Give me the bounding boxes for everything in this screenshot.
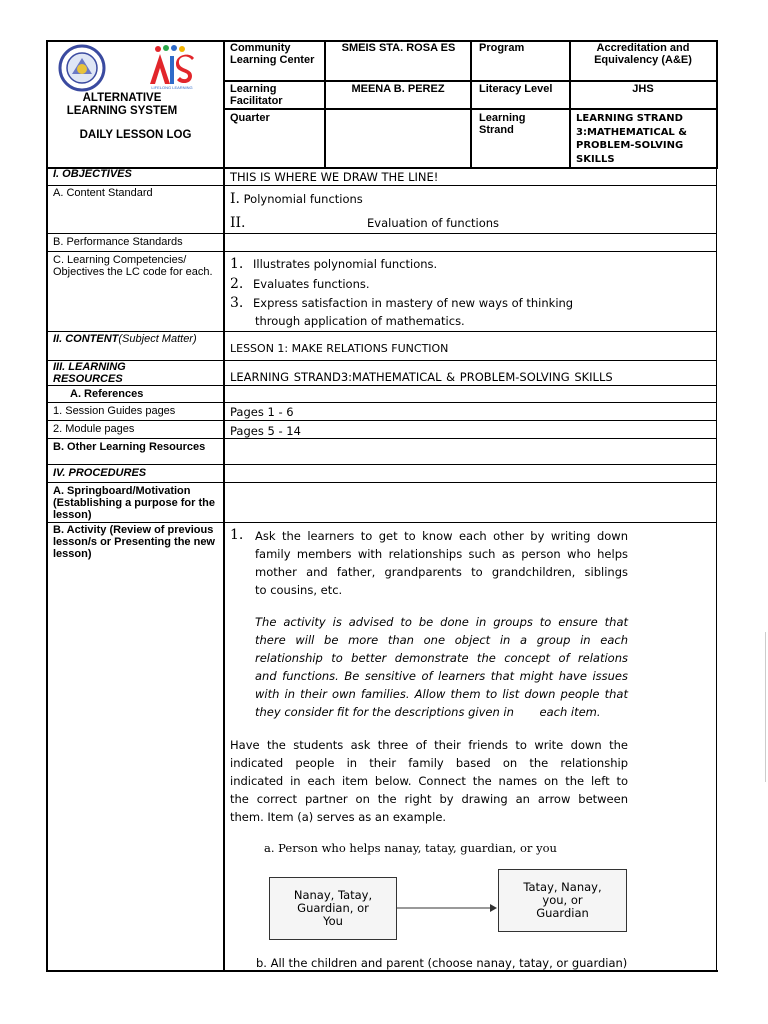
item-b: b. All the children and parent (choose nanay, tatay, or guardian) (256, 956, 628, 970)
row-line (46, 522, 716, 523)
activity-label: B. Activity (Review of previous lesson/s or Presenting the new lesson) (53, 524, 215, 560)
instruction-line: indicated in each item below. Connect the names on the left to (230, 774, 628, 788)
clc-value: SMEIS STA. ROSA ES (341, 42, 456, 54)
row-line (46, 438, 716, 439)
roman-numeral: I. (230, 191, 240, 207)
content-standard-text: Evaluation of functions (367, 216, 500, 230)
right-relation-box: Tatay, Nanay, you, or Guardian (498, 869, 627, 932)
competency-text: Evaluates functions. (253, 277, 370, 291)
content-standard-label: A. Content Standard (53, 187, 153, 199)
advice-line: and functions. Be sensitive of learners that might have issues (255, 669, 628, 683)
content-standard-text: Polynomial functions (243, 192, 363, 206)
activity-number: 1. (230, 527, 244, 543)
instruction-line: them. Item (a) serves as an example. (230, 810, 447, 824)
row-line (46, 420, 716, 421)
competency-item-3 (230, 294, 573, 312)
competency-item-3-cont: through application of mathematics. (255, 314, 465, 328)
deped-seal-logo (54, 44, 110, 92)
page-edge-mark (765, 632, 766, 782)
session-value: Pages 1 - 6 (230, 405, 294, 419)
als-logo (148, 44, 196, 92)
facilitator-label: Learning Facilitator (230, 83, 283, 107)
left-relation-box: Nanay, Tatay, Guardian, or You (269, 877, 397, 940)
resources-label: III. LEARNING RESOURCES (53, 361, 126, 385)
module-value: Pages 5 - 14 (230, 424, 301, 438)
strand-label: Learning Strand (479, 112, 526, 136)
content-label-main: II. CONTENT (53, 333, 119, 345)
advice-line: The activity is advised to be done in groups to ensure that (255, 615, 628, 629)
objectives-label: I. OBJECTIVES (53, 168, 132, 180)
strand-value: LEARNING STRAND 3:MATHEMATICAL & PROBLEM-SOLVING SKILLS (576, 113, 688, 165)
content-value: LESSON 1: MAKE RELATIONS FUNCTION (230, 342, 449, 355)
clc-label: Community Learning Center (230, 42, 315, 66)
row-line (46, 464, 716, 465)
table-right-border (716, 40, 718, 168)
module-pages-label: 2. Module pages (53, 423, 135, 435)
header-divider (223, 40, 225, 971)
other-resources-label: B. Other Learning Resources (53, 441, 206, 453)
advice-line: relationship to better demonstrate the concept of relations (255, 651, 628, 665)
content-standard-item-2 (230, 214, 650, 232)
program-value: Accreditation and Equivalency (A&E) (594, 42, 692, 66)
table-right-border-lower (716, 168, 717, 971)
item-number: 2. (230, 276, 244, 292)
row-line (46, 331, 716, 332)
competency-item-2 (230, 275, 370, 293)
literacy-label: Literacy Level (479, 83, 553, 95)
item-number: 3. (230, 295, 244, 311)
competency-item-1 (230, 255, 437, 273)
resources-value: LEARNING STRAND3:MATHEMATICAL & PROBLEM-SOLVING SKILLS (230, 370, 613, 384)
table-left-border (46, 40, 48, 971)
header-row-2 (223, 108, 718, 110)
item-a: a. Person who helps nanay, tatay, guardian, or you (264, 841, 557, 855)
header-col-2 (324, 40, 326, 168)
row-line (46, 251, 716, 252)
relation-arrow (397, 900, 498, 910)
content-standard-item-1 (230, 190, 363, 208)
references-label: A. References (70, 388, 144, 400)
session-guides-label: 1. Session Guides pages (53, 405, 176, 417)
instruction-line: indicated people in their family based on the relationship (230, 756, 628, 770)
activity-line: Ask the learners to get to know each other by writing down (255, 529, 628, 543)
activity-line: mother and father, grandparents to grandchildren, siblings (255, 565, 628, 579)
content-label (53, 333, 218, 345)
header-col-4 (569, 40, 571, 168)
quarter-label: Quarter (230, 112, 270, 124)
objectives-value: THIS IS WHERE WE DRAW THE LINE! (230, 170, 439, 184)
competency-text: Illustrates polynomial functions. (253, 257, 438, 271)
instruction-line: the correct partner on the right by drawing an arrow between (230, 792, 628, 806)
header-row-1 (223, 80, 718, 82)
roman-numeral: II. (230, 215, 246, 231)
row-line (46, 233, 716, 234)
instruction-line: Have the students ask three of their friends to write down the (230, 738, 628, 752)
log-title: DAILY LESSON LOG (79, 129, 192, 141)
facilitator-value: MEENA B. PEREZ (351, 83, 445, 95)
activity-line: to cousins, etc. (255, 583, 343, 597)
item-number: 1. (230, 256, 244, 272)
row-line (46, 402, 716, 403)
procedures-label: IV. PROCEDURES (53, 467, 147, 479)
als-tagline: LIFELONG LEARNING (151, 85, 193, 90)
program-label: Program (479, 42, 525, 54)
system-title: ALTERNATIVE LEARNING SYSTEM (66, 92, 178, 117)
content-label-sub: (Subject Matter) (118, 333, 197, 345)
competencies-label: C. Learning Competencies/ Objectives the LC code for each. (53, 254, 213, 278)
literacy-value: JHS (632, 83, 654, 95)
advice-line: with in their own families. Allow them to list down people that (255, 687, 628, 701)
activity-line: family members with relationships such as person who helps (255, 547, 628, 561)
performance-standards-label: B. Performance Standards (53, 236, 183, 248)
springboard-label: A. Springboard/Motivation (Establishing a purpose for the lesson) (53, 485, 215, 521)
advice-line: they consider fit for the descriptions given in each item. (255, 705, 601, 719)
row-line (46, 482, 716, 483)
advice-line: there will be more than one object in a group in each (255, 633, 628, 647)
header-col-3 (470, 40, 472, 168)
competency-text: Express satisfaction in mastery of new ways of thinking (253, 296, 574, 310)
